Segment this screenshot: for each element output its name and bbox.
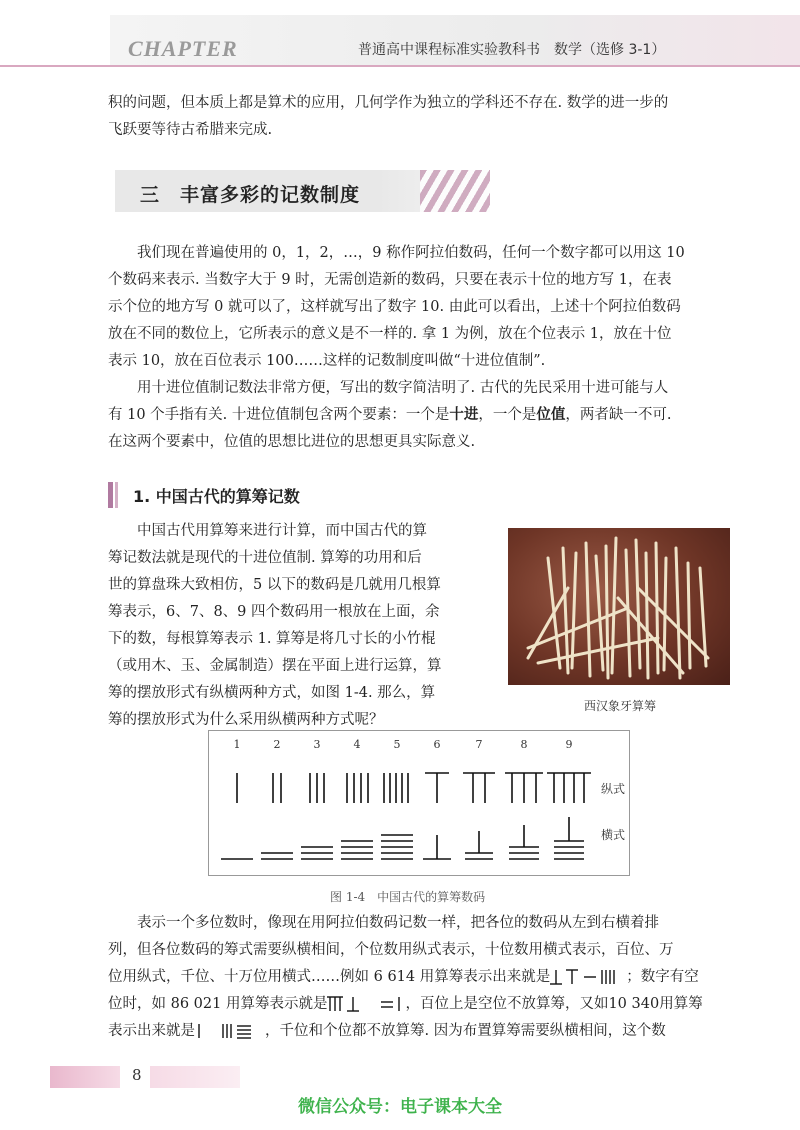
text-line: 在这两个要素中，位值的思想比进位的思想更具实际意义. <box>108 434 476 450</box>
intro-paragraph <box>108 90 748 144</box>
header-rule <box>0 65 800 67</box>
chapter-label: CHAPTER <box>128 36 238 61</box>
vertical-forms <box>237 773 591 803</box>
text-span: 表示出来就是 <box>108 1023 195 1039</box>
rod-numeral-10340 <box>195 1022 265 1040</box>
text-line: 筹记数法就是现代的十进位值制. 算筹的功用和后 <box>108 550 422 566</box>
text-line: 表示一个多位数时，像现在用阿拉伯数码记数一样，把各位的数码从左到右横着排 <box>137 915 659 931</box>
text-line: 我们现在普遍使用的 0，1，2，…，9 称作阿拉伯数码，任何一个数字都可以用这 10 <box>137 245 685 261</box>
text-line: 下的数，每根算筹表示 1. 算筹是将几寸长的小竹棍 <box>108 631 436 647</box>
emphasis-decimal: 十进 <box>449 407 479 423</box>
counting-rod-figure <box>208 730 630 876</box>
digit-label: 3 <box>313 738 321 751</box>
digit-label: 2 <box>273 738 281 751</box>
text-line: 筹的摆放形式有纵横两种方式，如图 1-4. 那么，算 <box>108 685 436 701</box>
text-span: ；数字有空 <box>626 969 699 985</box>
text-span: 有 10 个手指有关. 十进位值制包含两个要素：一个是 <box>108 407 450 423</box>
text-span: ，两者缺一不可. <box>565 407 672 423</box>
rod-numeral-86021 <box>327 995 405 1013</box>
text-line <box>108 1018 748 1045</box>
emphasis-place-value: 位值 <box>536 407 566 423</box>
text-line: 表示 10，放在百位表示 100……这样的记数制度叫做“十进位值制”. <box>108 353 546 369</box>
digit-label: 8 <box>520 738 528 751</box>
paragraph-arabic-numerals <box>108 240 748 375</box>
digit-label: 4 <box>353 738 361 751</box>
ivory-rods-photo <box>508 528 730 685</box>
text-line: 积的问题，但本质上都是算术的应用，几何学作为独立的学科还不存在. 数学的进一步的 <box>108 95 669 111</box>
text-line: 用十进位值制记数法非常方便，写出的数字简洁明了. 古代的先民采用十进可能与人 <box>137 380 669 396</box>
text-line: 列，但各位数码的筹式需要纵横相间，个位数用纵式表示，十位数用横式表示，百位、万 <box>108 942 674 958</box>
digit-label: 7 <box>475 738 483 751</box>
digit-label: 6 <box>433 738 441 751</box>
text-line <box>108 402 748 429</box>
counting-rod-numerals <box>209 731 629 875</box>
rod-numeral-6614 <box>550 968 626 986</box>
text-span: ，千位和个位都不放算筹. 因为布置算筹需要纵横相间，这个数 <box>265 1023 666 1039</box>
text-line <box>108 964 748 991</box>
text-line: 中国古代用算筹来进行计算，而中国古代的算 <box>137 523 427 539</box>
text-span: 位时，如 86 021 用算筹表示就是 <box>108 996 328 1012</box>
text-line <box>108 991 748 1018</box>
rods-illustration <box>508 528 730 685</box>
page-number: 8 <box>132 1066 142 1084</box>
wechat-watermark: 微信公众号：电子课本大全 <box>298 1097 502 1117</box>
paragraph-counting-rods <box>108 518 483 734</box>
text-line: （或用木、玉、金属制造）摆在平面上进行运算，算 <box>108 658 442 674</box>
text-line: 个数码来表示. 当数字大于 9 时，无需创造新的数码，只要在表示十位的地方写 1，在表 <box>108 272 672 288</box>
footer-band <box>50 1066 120 1088</box>
photo-caption: 西汉象牙算筹 <box>583 699 656 713</box>
horizontal-forms <box>221 817 584 859</box>
horizontal-form-label: 横式 <box>601 828 626 842</box>
subsection-marker <box>108 482 113 508</box>
digit-label: 5 <box>393 738 401 751</box>
text-line: 放在不同的数位上，它所表示的意义是不一样的. 拿 1 为例，放在个位表示 1，放在十位 <box>108 326 672 342</box>
figure-caption: 图 1-4 中国古代的算筹数码 <box>330 890 486 904</box>
digit-label: 9 <box>565 738 573 751</box>
footer-band <box>150 1066 240 1088</box>
text-line: 示个位的地方写 0 就可以了，这样就写出了数字 10. 由此可以看出，上述十个阿拉伯数码 <box>108 299 681 315</box>
text-span: ，百位上是空位不放算筹，又如10 340用算筹 <box>405 996 703 1012</box>
paragraph-multi-digit <box>108 910 748 1045</box>
section-heading-stripes <box>420 170 490 212</box>
text-line: 筹表示，6、7、8、9 四个数码用一根放在上面，余 <box>108 604 440 620</box>
paragraph-decimal-place-value <box>108 375 748 456</box>
vertical-form-label: 纵式 <box>601 782 626 796</box>
text-span: ，一个是 <box>478 407 537 423</box>
page-header <box>0 0 800 80</box>
subsection-title: 1. 中国古代的算筹记数 <box>133 487 300 506</box>
text-line: 世的算盘珠大致相仿，5 以下的数码是几就用几根算 <box>108 577 441 593</box>
book-title: 普通高中课程标准实验教科书 数学（选修 3-1） <box>358 42 666 58</box>
digit-label: 1 <box>233 738 241 751</box>
text-line: 飞跃要等待古希腊来完成. <box>108 122 273 138</box>
text-line: 筹的摆放形式为什么采用纵横两种方式呢？ <box>108 712 384 728</box>
section-title: 三 丰富多彩的记数制度 <box>140 184 361 206</box>
subsection-marker-light <box>115 482 118 508</box>
text-span: 位用纵式，千位、十万位用横式……例如 6 614 用算筹表示出来就是 <box>108 969 551 985</box>
